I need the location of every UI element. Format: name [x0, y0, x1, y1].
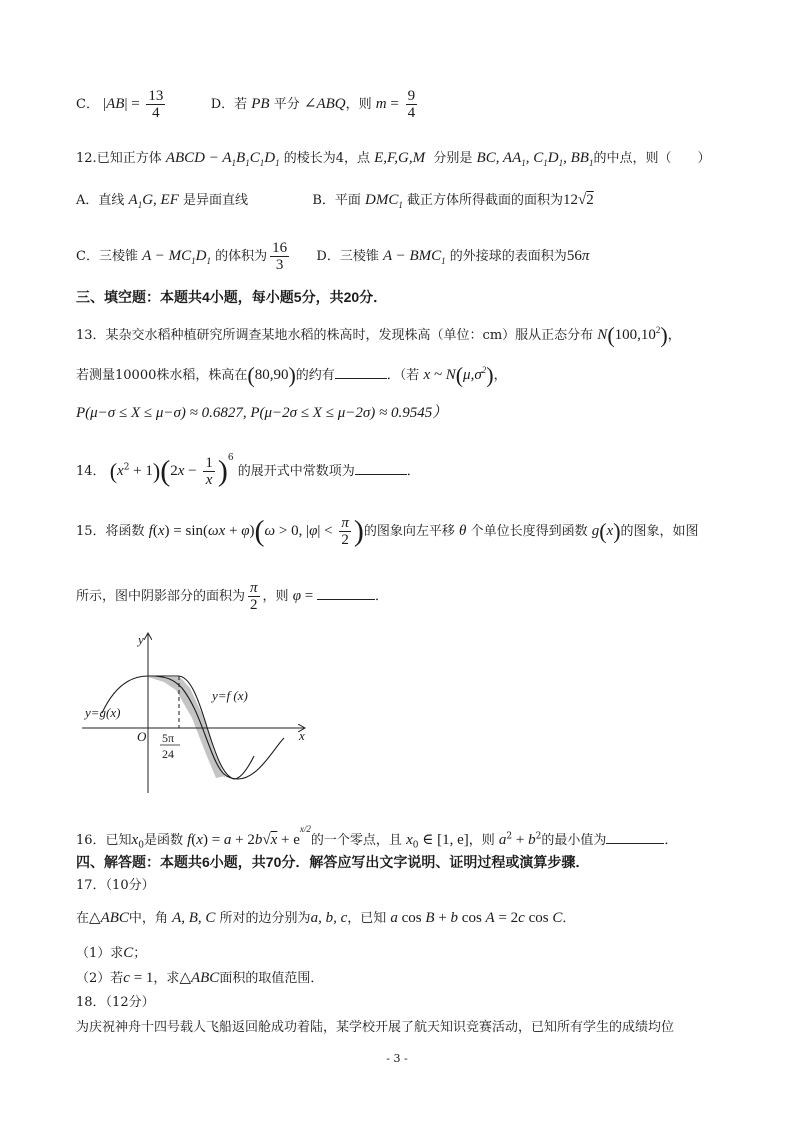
q12-option-c: C．三棱锥: [76, 249, 138, 264]
q18-line1: 为庆祝神舟十四号载人飞船返回舱成功着陆，某学校开展了航天知识竞赛活动，已知所有学生的成绩均位: [76, 1020, 675, 1035]
q15-text-3: 个单位长度得到函数: [470, 524, 588, 539]
q16-answer-blank[interactable]: [606, 829, 664, 844]
tick-numerator: 5π: [162, 731, 175, 745]
option-d-text-end: ，则: [345, 97, 372, 112]
q16-dot: ．: [664, 833, 678, 848]
math-edges: BC, $AA_1$, $C_1D_1$, $BB_1$: [476, 150, 594, 168]
math-12sqrt2: 12√2: [563, 192, 594, 208]
q12-option-b-end: 截正方体所得截面的面积为: [407, 193, 564, 208]
q17-stem: 在△ABC中，角 A, B, C 所对的边分别为a, b, c，已知 a cos B + b cos A = 2c cos C．: [76, 910, 576, 926]
q12-option-d: D．三棱锥: [316, 249, 379, 264]
y-axis-label: y: [138, 632, 144, 647]
math-a-mc1d1: $A - MC_1D_1$: [142, 248, 211, 266]
q11-options-cd: C． |AB| = $\frac{13}{4}$ D．若 PB 平分 ∠ABQ，则 m = $\frac{9}{4}$: [76, 88, 416, 121]
g-curve-label: y=g(x): [85, 705, 121, 720]
q14-text: 的展开式中常数项为: [237, 464, 355, 479]
question-number: 12.: [76, 151, 97, 166]
q16-text-3: 的一个零点，且: [310, 833, 402, 848]
q13-text-2: 若测量10000株水稻，株高在: [76, 368, 248, 383]
q12-text-1: 已知正方体: [96, 151, 162, 166]
q15-text-2: 的图象向左平移: [363, 524, 455, 539]
q12-option-d-end: 的外接球的表面积为: [449, 249, 567, 264]
math-m: m: [375, 96, 387, 112]
q13-line2: 若测量10000株水稻，株高在(80,90)的约有 ．（若 x ~ $N(\mu,\sigma^2)$，: [76, 362, 507, 388]
q16-text-2: 是函数: [143, 833, 183, 848]
q14: 14． $(x^2 + 1)(2x$ − $\frac{1}{x}$ )$^6$ 的展开式中常数项为 ．: [76, 452, 420, 488]
math-dmc1: $DMC_1$: [365, 192, 403, 210]
function-graph: [78, 628, 318, 798]
math-a-bmc1: $A - BMC_1$: [382, 248, 446, 266]
section-heading-solutions: 四、解答题：本题共6小题，共70分．解答应写出文字说明、证明过程或演算步骤．: [76, 854, 590, 870]
q17-part2-text-2: ，求: [153, 971, 180, 986]
q17-part1: （1）求C；: [76, 945, 147, 961]
fraction-13-4: $\frac{13}{4}$: [148, 88, 164, 121]
x-axis-label: x: [299, 728, 305, 743]
q13-text-3: 的约有: [295, 368, 335, 383]
math-f-def: f: [148, 523, 153, 539]
q12-option-a-end: 是异面直线: [183, 193, 249, 208]
q13-text-1: 13．某杂交水稻种植研究所调查某地水稻的株高时，发现株高（单位：cm）服从正态分布: [76, 328, 594, 343]
q12-option-c-end: 的体积为: [215, 249, 268, 264]
option-d-label: D．若: [210, 97, 248, 112]
q17-head: 17．（10分）: [76, 878, 155, 893]
q17-part2: （2）若c = 1，求△ABC面积的取值范围．: [76, 970, 324, 986]
math-pb: PB: [251, 96, 270, 112]
q16-text-1: 16．已知: [76, 833, 132, 848]
q15-text-4: 的图象，如图: [620, 524, 699, 539]
math-a1g-ef: $A_1G$, EF: [128, 192, 179, 210]
q15-line1: 15．将函数 f(x) = sin(ωx + φ)(ω > 0, |φ| < $\frac{\pi}{2}$ )的图象向左平移 θ 个单位长度得到函数 g(x)的图象，如图: [76, 514, 699, 548]
math-x-normal: x ~ N: [423, 367, 456, 383]
q17-text-2: 中，角: [128, 911, 168, 926]
q12-option-b: B．平面: [312, 193, 361, 208]
q16: 16．已知$x_0$是函数 $f(x) = a + 2b√x + e^{x/2}$的一个零点，且 $x_0$ ∈ [1, e]，则 $a^2 + b^2$的最小值为 ．: [76, 824, 678, 851]
q12-text-2: 的棱长为4，点: [283, 151, 370, 166]
fraction-9-4: $\frac{9}{4}$: [407, 88, 416, 121]
q12-option-a: A．直线: [76, 193, 125, 208]
q12-text-3: 分别是: [433, 151, 473, 166]
q17-text-1: 在: [76, 911, 90, 926]
math-56pi: 56π: [566, 248, 590, 264]
option-c-label: C．: [76, 97, 99, 112]
q17-part2-text-1: （2）若: [76, 971, 124, 986]
q12-options-ab: [76, 190, 594, 215]
q13-line3: P(μ−σ ≤ X ≤ μ−σ) ≈ 0.6827, P(μ−2σ ≤ X ≤ μ−2σ) ≈ 0.9545）: [76, 405, 448, 421]
q15-line2: 所示，图中阴影部分的面积为 $\frac{\pi}{2}$ ，则 φ = ．: [76, 580, 388, 613]
q16-text-5: 的最小值为: [541, 833, 607, 848]
tick-denominator: 24: [162, 747, 174, 761]
q12-options-cd: [76, 240, 589, 273]
q14-dot: ．: [406, 464, 420, 479]
q15-text-1: 15．将函数: [76, 524, 145, 539]
q15-answer-blank[interactable]: [317, 585, 375, 600]
fraction-16-3: $\frac{16}{3}$: [272, 240, 288, 273]
section-heading-fill-in: 三、填空题：本题共4小题，每小题5分，共20分．: [76, 289, 388, 305]
q12-text-4: 的中点，则（ ）: [593, 151, 711, 166]
f-curve-label: y=f (x): [212, 688, 248, 703]
q17-text-3: 所对的边分别为: [219, 911, 311, 926]
q18-head: 18．（12分）: [76, 995, 155, 1010]
math-abs-ab: |AB| =: [103, 96, 144, 112]
q14-answer-blank[interactable]: [355, 460, 407, 475]
page-number: - 3 -: [386, 1052, 408, 1065]
math-cube: ABCD − $A_1B_1C_1D_1$: [165, 150, 280, 168]
q15-text-6: ，则: [262, 589, 289, 604]
question-number-14: 14．: [76, 464, 106, 479]
math-angle-abq: ∠ABQ: [303, 96, 346, 112]
q13-line1: 13．某杂交水稻种植研究所调查某地水稻的株高时，发现株高（单位：cm）服从正态分布 N(100,10$^2$)，: [76, 322, 681, 348]
q15-text-5: 所示，图中阴影部分的面积为: [76, 589, 246, 604]
q15-dot: ．: [374, 589, 388, 604]
q12-stem: [76, 148, 710, 173]
origin-label: O: [137, 729, 147, 744]
option-d-text: 平分: [273, 97, 300, 112]
q13-text-4: ．（若: [386, 368, 420, 383]
q13-answer-blank[interactable]: [335, 364, 387, 379]
q17-text-4: ，已知: [347, 911, 387, 926]
q17-part1-text: （1）求: [76, 946, 124, 961]
q16-text-4: ，则: [468, 833, 495, 848]
math-normal-dist: N: [597, 327, 608, 343]
q17-part2-text-3: 面积的取值范围．: [219, 971, 324, 986]
math-points: E,F,G,M: [374, 150, 426, 166]
